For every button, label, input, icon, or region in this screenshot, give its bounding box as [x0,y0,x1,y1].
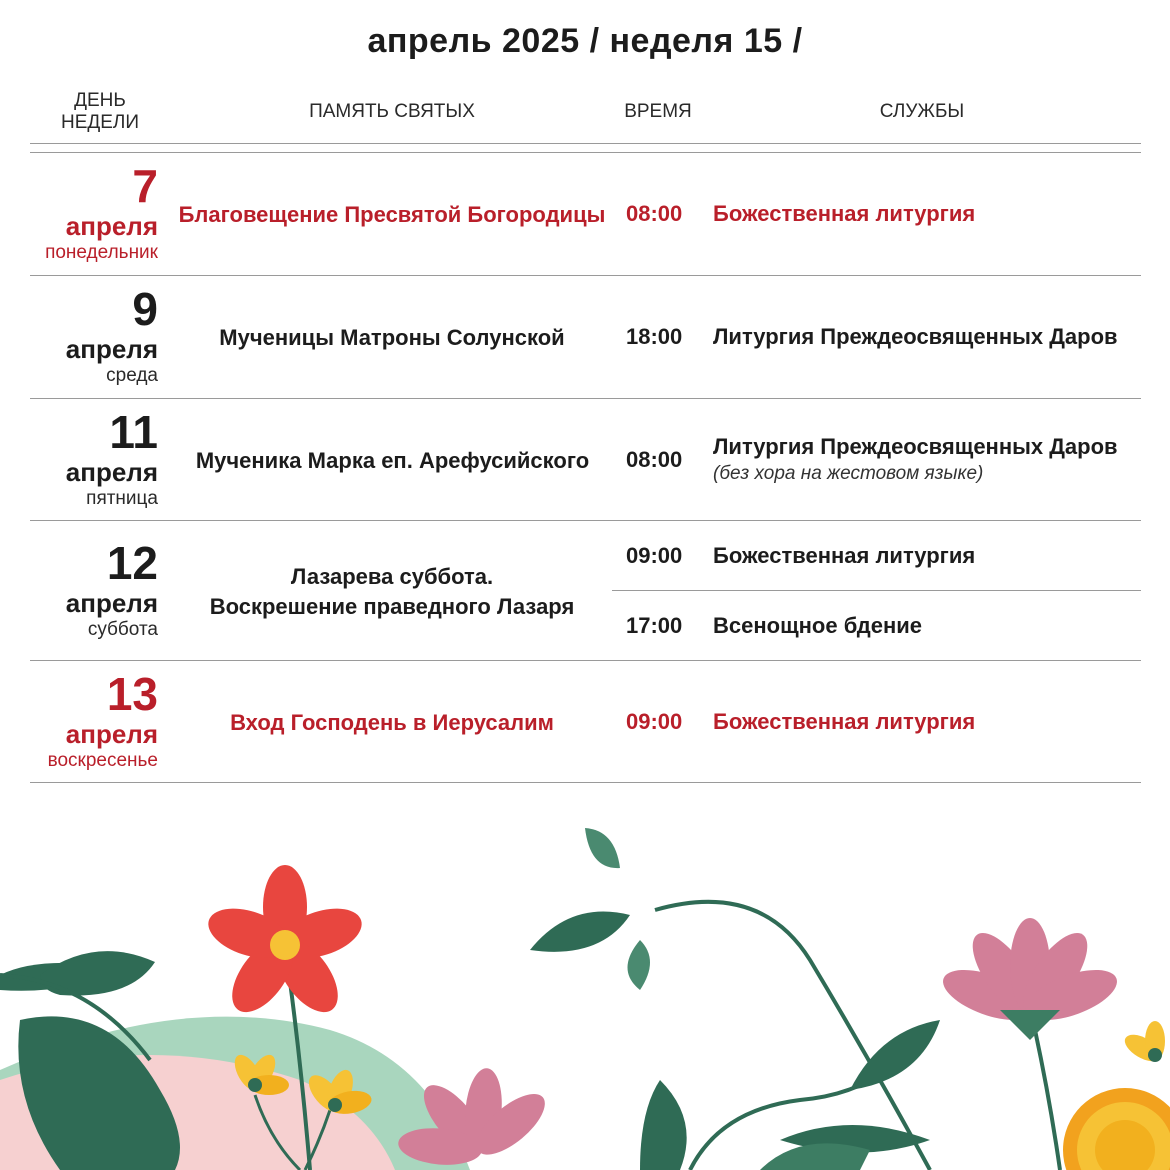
day-weekday: пятница [86,488,158,509]
day-number: 9 [132,283,158,335]
day-weekday: воскресенье [47,750,158,771]
header-day-line1: ДЕНЬ [74,90,126,111]
day-cell [30,285,158,387]
page-title: апрель 2025 / неделя 15 / [367,22,803,60]
service-time: 08:00 [626,447,683,472]
leaf-icon [585,828,620,868]
leaf-icon [640,1080,687,1170]
day-cell [30,408,158,510]
service-name: Литургия Преждеосвященных Даров [713,324,1118,349]
day-number: 11 [109,406,158,458]
pink-flower-icon [937,918,1124,1040]
saint-name: Мученика Марка еп. Арефусийского [195,448,590,473]
stem [1035,1030,1060,1170]
floral-illustration [0,800,1170,1170]
saint-name-line1: Лазарева суббота. [290,564,494,589]
leaf-icon [628,940,651,990]
service-time: 18:00 [626,324,683,349]
header-time: ВРЕМЯ [624,101,692,122]
leaf-icon [760,1143,870,1170]
saint-name: Мученицы Матроны Солунской [219,325,565,350]
header-day-line2: НЕДЕЛИ [60,112,140,133]
row-divider [30,275,1141,276]
header-services: СЛУЖБЫ [879,101,965,122]
saint-name [172,562,612,622]
row-divider [30,660,1141,661]
row-divider [30,398,1141,399]
day-month: апреля [65,457,158,487]
red-flower-icon [202,865,368,1023]
day-weekday: понедельник [45,242,158,263]
header-day [50,90,150,134]
row-divider [30,520,1141,521]
day-cell [30,539,158,641]
day-weekday: среда [106,365,158,386]
leaf-icon [530,912,630,952]
header-divider-second [30,152,1141,153]
service-time: 09:00 [626,709,683,734]
orange-flower-icon [1063,1088,1170,1170]
day-weekday: суббота [87,619,158,640]
header-divider [30,143,1141,144]
sub-row-divider [612,590,1141,591]
saint-name-line2: Воскрешение праведного Лазаря [209,594,575,619]
service-name: Литургия Преждеосвященных Даров [713,434,1118,459]
day-month: апреля [65,334,158,364]
service-name: Всенощное бдение [713,613,923,638]
day-month: апреля [65,719,158,749]
service-name: Божественная литургия [713,709,976,734]
service-name: Божественная литургия [713,201,976,226]
header-saints: ПАМЯТЬ СВЯТЫХ [309,101,475,122]
service-time: 09:00 [626,543,683,568]
service-name: Божественная литургия [713,543,976,568]
saint-name: Вход Господень в Иерусалим [230,710,554,735]
day-cell [30,162,158,264]
day-number: 12 [106,537,158,589]
day-month: апреля [65,588,158,618]
yellow-flower-icon [1121,1021,1166,1067]
day-cell [30,670,158,772]
service-time: 17:00 [626,613,683,638]
service-time: 08:00 [626,201,683,226]
row-divider [30,782,1141,783]
day-number: 7 [132,160,158,212]
day-month: апреля [65,211,158,241]
saint-name: Благовещение Пресвятой Богородицы [178,202,606,227]
service-note: (без хора на жестовом языке) [713,463,984,484]
day-number: 13 [106,668,158,720]
